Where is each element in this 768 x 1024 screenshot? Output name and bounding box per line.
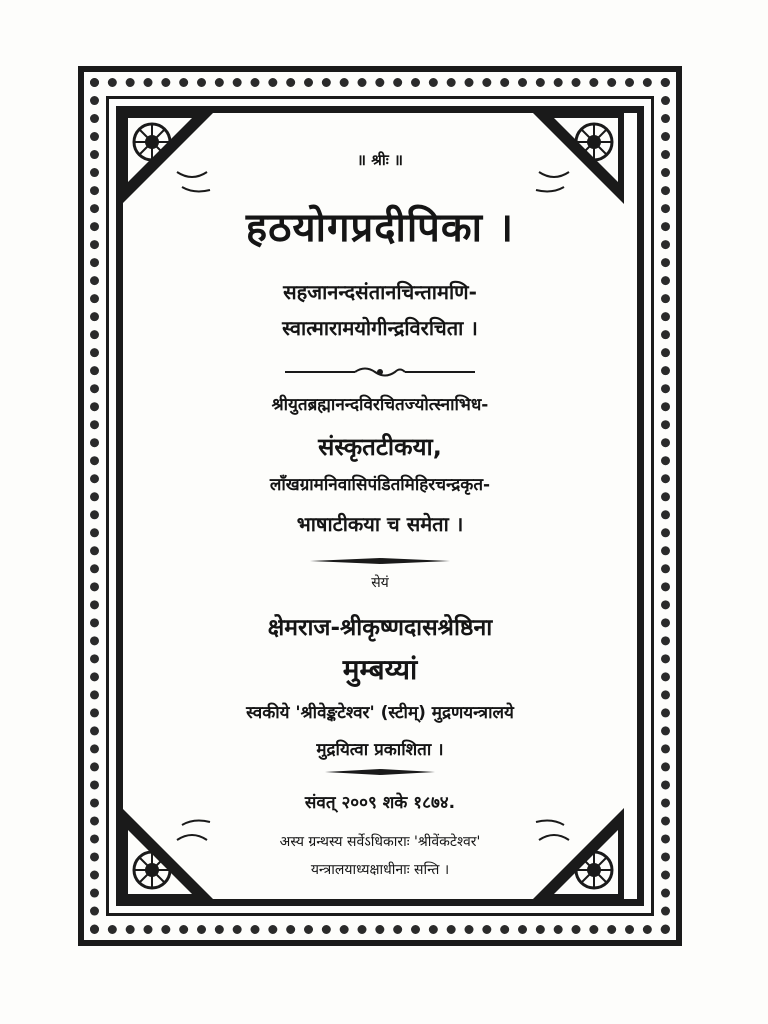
publisher-line-2: मुम्बय्यां — [342, 653, 418, 686]
commentary-line-3: लाँखग्रामनिवासिपंडितमिहिरचन्द्रकृत- — [269, 475, 491, 495]
book-title: हठयोगप्रदीपिका । — [245, 205, 515, 251]
date-line: संवत् २००९ शके १८७४. — [304, 793, 456, 813]
connector-text: सेयं — [371, 575, 389, 591]
commentary-line-1: श्रीयुतब्रह्मानन्दविरचितज्योत्स्नाभिध- — [271, 395, 489, 415]
commentary-line-2: संस्कृतटीकया, — [318, 433, 442, 461]
divider-rule-icon — [150, 768, 610, 776]
invocation: ॥ श्रीः ॥ — [357, 151, 403, 169]
author-line-1: सहजानन्दसंतानचिन्तामणि- — [283, 280, 477, 304]
commentary-line-4: भाषाटीकया च समेता । — [296, 512, 464, 536]
divider-rule-icon — [150, 557, 610, 565]
corner-ornament-icon — [532, 808, 624, 900]
author-line-2: स्वात्मारामयोगीन्द्रविरचिता । — [282, 316, 478, 340]
publisher-line-4: मुद्रयित्वा प्रकाशिता । — [316, 740, 444, 760]
publisher-line-3: स्वकीये 'श्रीवेङ्कटेश्वर' (स्टीम्) मुद्रणयन्त्रालये — [246, 703, 514, 723]
rights-line-1: अस्य ग्रन्थस्य सर्वेऽधिकाराः 'श्रीवेंकटेश्वर' — [279, 834, 481, 850]
publisher-line-1: क्षेमराज-श्रीकृष्णदासश्रेष्ठिना — [267, 615, 493, 641]
scroll-rule-icon — [150, 365, 610, 379]
rights-line-2: यन्त्रालयाध्यक्षाधीनाः सन्ति । — [310, 862, 450, 878]
corner-ornament-icon — [122, 808, 214, 900]
